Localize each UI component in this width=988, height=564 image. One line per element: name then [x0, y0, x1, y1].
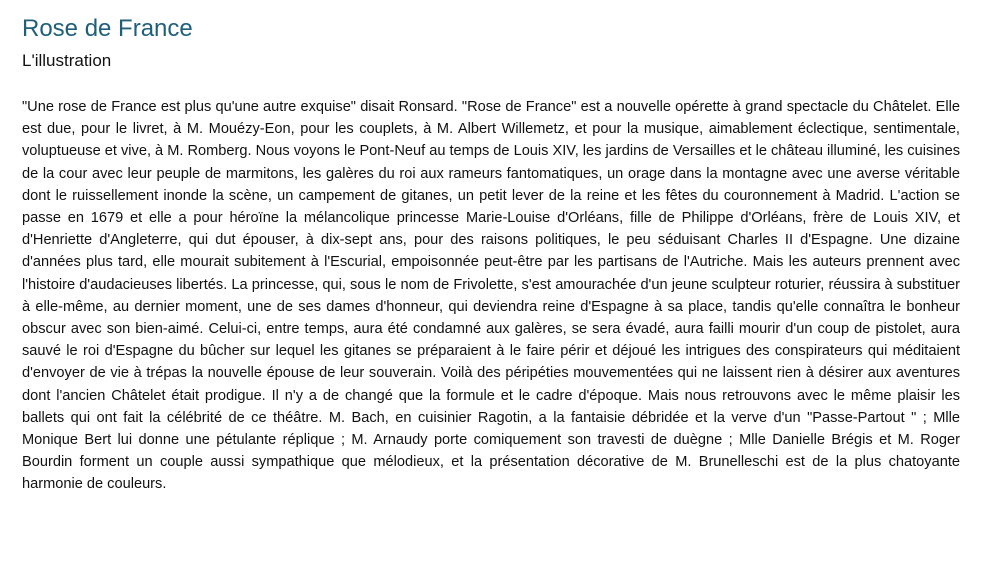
body-paragraph: "Une rose de France est plus qu'une autre exquise" disait Ronsard. "Rose de France" est a nouvelle opérette à grand spectacle du Châtelet. Elle est due, pour le livret, à M. Mouézy-Eon, pour les couplets, à M. Albert Willemetz, et pour la musique, aimablement éclectique, sentimentale, voluptueuse et vive, à M. Romberg. Nous voyons le Pont-Neuf au temps de Louis XIV, les jardins de Versailles et le château illuminé, les cuisines de la cour avec leur peuple de marmitons, les galères du roi aux rameurs fantomatiques, un orage dans la montagne avec une averse véritable dont le ruissellement inonde la scène, un campement de gitanes, un petit lever de la reine et les fêtes du couronnement à Madrid. L'action se passe en 1679 et elle a pour héroïne la mélancolique princesse Marie-Louise d'Orléans, fille de Philippe d'Orléans, frère de Louis XIV, et d'Henriette d'Angleterre, qui dut épouser, à dix-sept ans, pour des raisons politiques, le peu séduisant Charles II d'Espagne. Une dizaine d'années plus tard, elle mourait subitement à l'Escurial, empoisonnée peut-être par les partisans de l'Autriche. Mais les auteurs prennent avec l'histoire d'audacieuses libertés. La princesse, qui, sous le nom de Frivolette, s'est amourachée d'un jeune sculpteur roturier, réussira à substituer à elle-même, au dernier moment, une de ses dames d'honneur, qui deviendra reine d'Espagne à sa place, tandis qu'elle connaîtra le bonheur obscur avec son bien-aimé. Celui-ci, entre temps, aura été condamné aux galères, se sera évadé, aura failli mourir d'un coup de pistolet, aura sauvé le roi d'Espagne du bûcher sur lequel les gitanes se préparaient à le faire périr et déjoué les intrigues des conspirateurs qui méditaient d'envoyer de vie à trépas la nouvelle épouse de leur souverain. Voilà des péripéties mouvementées qui ne laissent rien à désirer aux aventures dont l'ancien Châtelet était prodigue. Il n'y a de changé que la formule et le cadre d'époque. Mais nous retrouvons avec le même plaisir les ballets qui ont fait la célébrité de ce théâtre. M. Bach, en cuisinier Ragotin, a la fantaisie débridée et la verve d'un "Passe-Partout " ; Mlle Monique Bert lui donne une pétulante réplique ; M. Arnaudy porte comiquement son travesti de duègne ; Mlle Danielle Brégis et M. Roger Bourdin forment un couple aussi sympathique que mélodieux, et la présentation décorative de M. Brunelleschi est de la plus chatoyante harmonie de couleurs. [22, 99, 961, 493]
page-subtitle: L'illustration [22, 51, 112, 70]
page-title: Rose de France [22, 15, 193, 42]
document-page [22, 14, 960, 496]
